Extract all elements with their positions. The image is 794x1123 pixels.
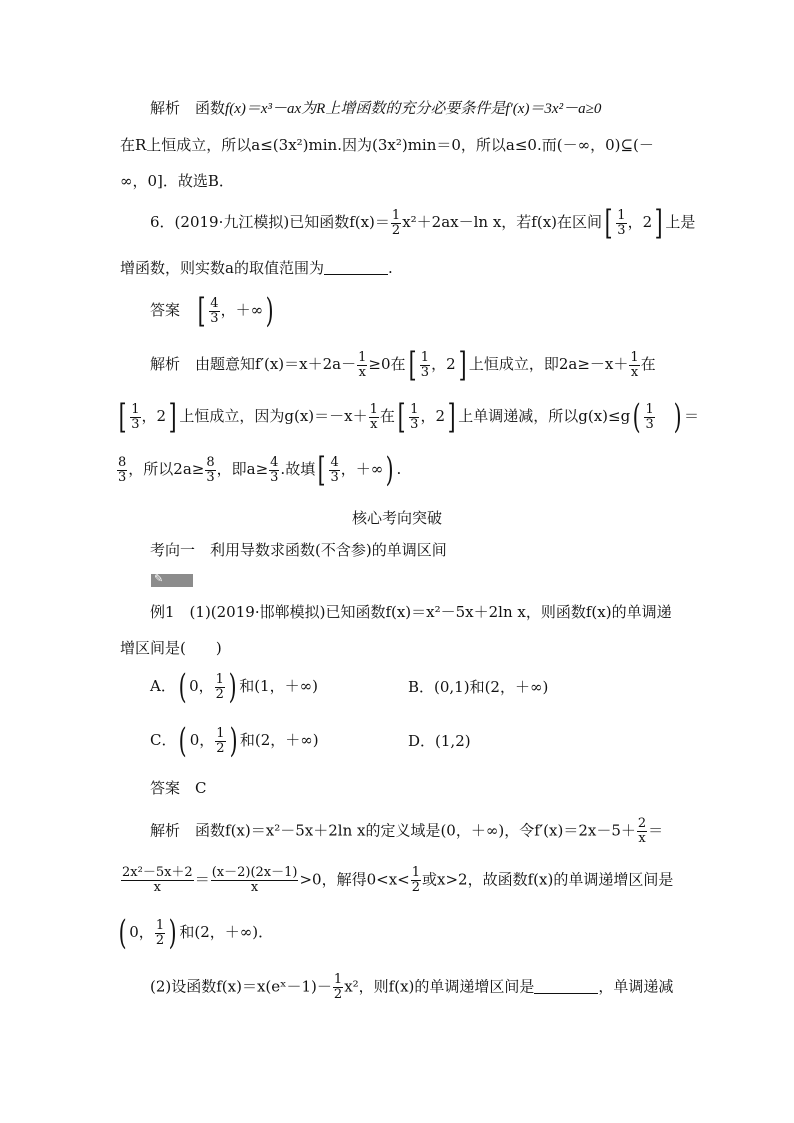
pencil-icon: ✎ (151, 574, 193, 587)
solution-ex1-line-3: ( 0， $\frac{1}{2}$ ) 和(2，＋∞)． (118, 913, 274, 953)
option-b: B．(0,1)和(2，＋∞) (408, 678, 549, 696)
section-title: 核心考向突破 (351, 509, 442, 527)
solution-ex1-line-2: $\frac{\text{2x²－5x＋2}}{x}$ ＝ $\frac{(x-2)(2x-1)}{x}$ >0，解得0<x< $\frac{1}{2}$ 或x>2，故函数f(x)的单调递增区间是 (122, 865, 674, 895)
question-6-line-2: 增函数，则实数a的取值范围为 . (120, 259, 393, 277)
answer-blank-2 (534, 979, 598, 994)
solution-6-line-1: 解析 由题意知f′(x)＝x＋2a－ $\frac{1}{x}$ ≥0在[ $\frac{1}{3}$ ，2] 上恒成立，即2a≥－x＋ $\frac{1}{x}$ 在 (150, 345, 656, 385)
solution-line-1: 解析 函数f(x)＝x³－ax为R上增函数的充分必要条件是f′(x)＝3x²－a≥0 (150, 99, 602, 117)
option-a: A．( 0， $\frac{1}{2}$ ) 和(1，＋∞) (150, 667, 318, 707)
topic-heading: 考向一 利用导数求函数(不含参)的单调区间 (150, 541, 447, 559)
question-6-line-1: 6．(2019·九江模拟)已知函数f(x)＝ $\frac{1}{2}$ x²＋2ax－ln x，若f(x)在区间[ $\frac{1}{3}$ ，2] 上是 (150, 203, 696, 243)
example-1-line-2: 增区间是( ) (120, 639, 222, 657)
answer-6: 答案 [ $\frac{4}{3}$ ，＋∞) (150, 291, 274, 331)
option-d: D．(1,2) (408, 732, 471, 750)
solution-line-3: ∞，0]．故选B． (120, 172, 234, 190)
solution-label: 解析 (150, 99, 181, 117)
solution-6-line-3: $\frac{8}{3}$ ，所以2a≥ $\frac{8}{3}$ ，即a≥ $\frac{4}{3}$ .故填[ $\frac{4}{3}$ ，＋∞) . (118, 450, 402, 490)
solution-ex1-line-1: 解析 函数f(x)＝x²－5x＋2ln x的定义域是(0，＋∞)，令f′(x)＝2x－5＋ $\frac{2}{x}$ ＝ (150, 816, 664, 846)
solution-line-2: 在R上恒成立，所以a≤(3x²)min.因为(3x²)min＝0，所以a≤0.而(－∞，0)⊆(－ (120, 136, 654, 154)
example-1-line-1: 例1 (1)(2019·邯郸模拟)已知函数f(x)＝x²－5x＋2ln x，则函数f(x)的单调递 (150, 603, 672, 621)
answer-blank (324, 260, 388, 275)
solution-6-line-2: [ $\frac{1}{3}$ ，2] 上恒成立，因为g(x)＝－x＋ $\frac{1}{x}$ 在[ $\frac{1}{3}$ ，2] 上单调递减，所以g(x)≤g( $\frac{1}{3}$ ) ＝ (118, 397, 700, 437)
example-1-part-2: (2)设函数f(x)＝x(eˣ－1)－ $\frac{1}{2}$ x²，则f(x)的单调递增区间是 ，单调递减 (150, 972, 674, 1002)
option-c: C．( 0， $\frac{1}{2}$ ) 和(2，＋∞) (150, 721, 319, 761)
answer-example-1: 答案 C (150, 779, 207, 797)
